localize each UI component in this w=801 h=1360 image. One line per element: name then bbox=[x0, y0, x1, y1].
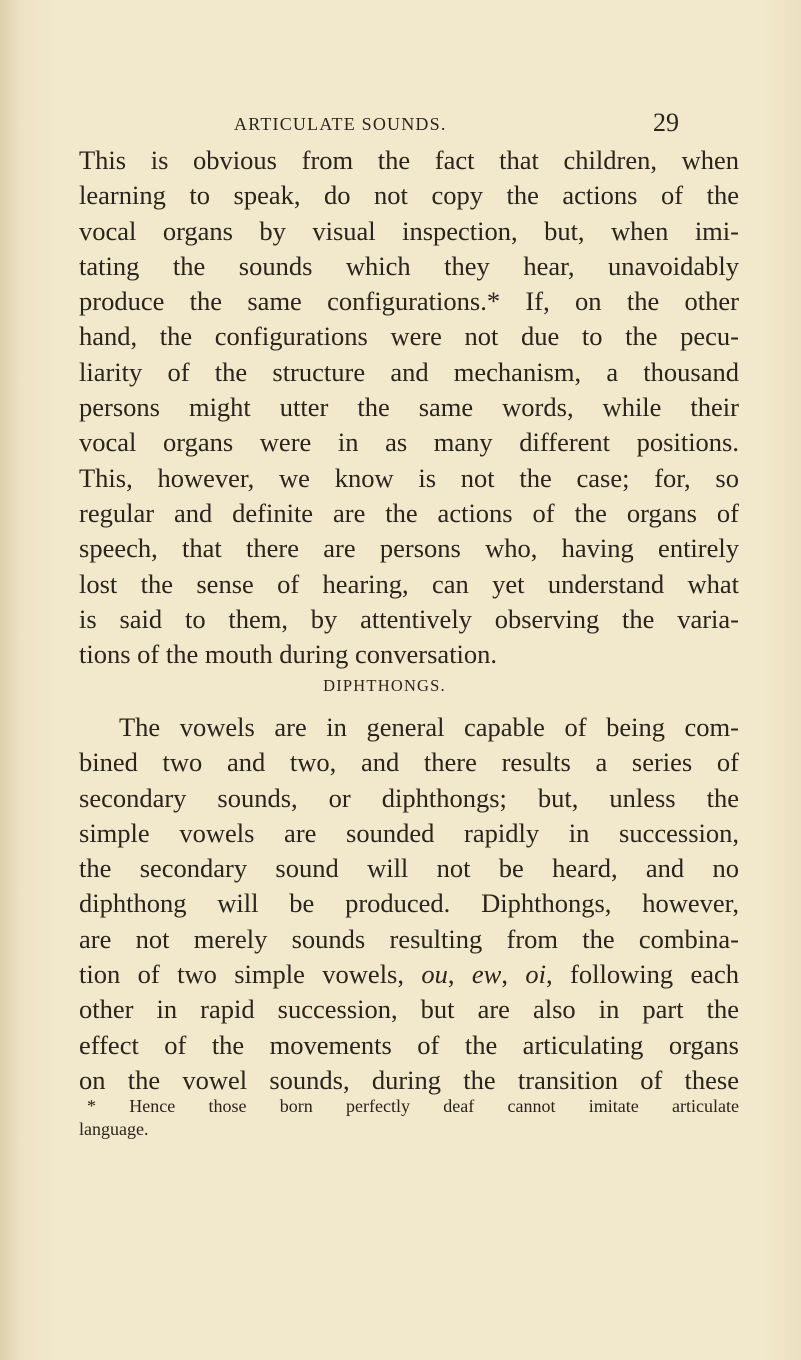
paragraph-1 bbox=[79, 143, 739, 672]
text-line: persons might utter the same words, while their bbox=[79, 392, 739, 423]
footnote-line: language. bbox=[79, 1119, 149, 1139]
text-line: liarity of the structure and mechanism, a thousand bbox=[79, 356, 739, 387]
text-line: simple vowels are sounded rapidly in succession, bbox=[79, 817, 739, 848]
text-line: This is obvious from the fact that children, when bbox=[79, 145, 739, 175]
text-line: the secondary sound will not be heard, and no bbox=[79, 853, 739, 884]
text-fragment: , following each bbox=[546, 959, 740, 990]
footnote bbox=[79, 1095, 739, 1141]
text-line: diphthong will be produced. Diphthongs, however, bbox=[79, 888, 739, 919]
text-line: are not merely sounds resulting from the combina- bbox=[79, 923, 739, 954]
text-line: This, however, we know is not the case; for, so bbox=[79, 462, 739, 493]
paragraph-2 bbox=[79, 710, 739, 1098]
text-line: learning to speak, do not copy the actions of the bbox=[79, 180, 739, 211]
text-line: on the vowel sounds, during the transition of these bbox=[79, 1064, 739, 1095]
text-line: vocal organs by visual inspection, but, when imi- bbox=[79, 215, 739, 246]
section-heading bbox=[0, 676, 801, 696]
text-line: regular and definite are the actions of the organs of bbox=[79, 497, 739, 528]
text-line: is said to them, by attentively observing the varia- bbox=[79, 603, 739, 634]
section-heading-text: DIPHTHONGS. bbox=[323, 676, 446, 695]
text-line: tions of the mouth during conversation. bbox=[79, 639, 498, 670]
text-line: lost the sense of hearing, can yet understand what bbox=[79, 568, 739, 599]
vowel-example: oi bbox=[525, 959, 547, 990]
text-fragment: , bbox=[501, 959, 526, 990]
page-header bbox=[0, 108, 801, 144]
text-line: hand, the configurations were not due to the pecu- bbox=[79, 321, 739, 352]
text-line: The vowels are in general capable of being com- bbox=[119, 712, 739, 742]
vowel-example: ew bbox=[471, 959, 502, 990]
text-line bbox=[79, 957, 739, 992]
text-line: effect of the movements of the articulating organs bbox=[79, 1029, 739, 1060]
text-line: secondary sounds, or diphthongs; but, unless the bbox=[79, 782, 739, 813]
running-head: ARTICULATE SOUNDS. bbox=[234, 114, 447, 134]
text-line: produce the same configurations.* If, on the other bbox=[79, 286, 739, 317]
vowel-example: ou bbox=[421, 959, 448, 990]
page-number: 29 bbox=[653, 108, 679, 137]
text-line: vocal organs were in as many different positions. bbox=[79, 427, 739, 458]
footnote-line: * Hence those born perfectly deaf cannot imitate articulate bbox=[87, 1096, 739, 1116]
text-line: speech, that there are persons who, having entirely bbox=[79, 533, 739, 564]
text-line: tating the sounds which they hear, unavoidably bbox=[79, 250, 739, 281]
text-line: other in rapid succession, but are also in part the bbox=[79, 994, 739, 1025]
text-fragment: tion of two simple vowels, bbox=[79, 959, 422, 990]
text-fragment: , bbox=[447, 959, 472, 990]
text-line: bined two and two, and there results a series of bbox=[79, 747, 739, 778]
